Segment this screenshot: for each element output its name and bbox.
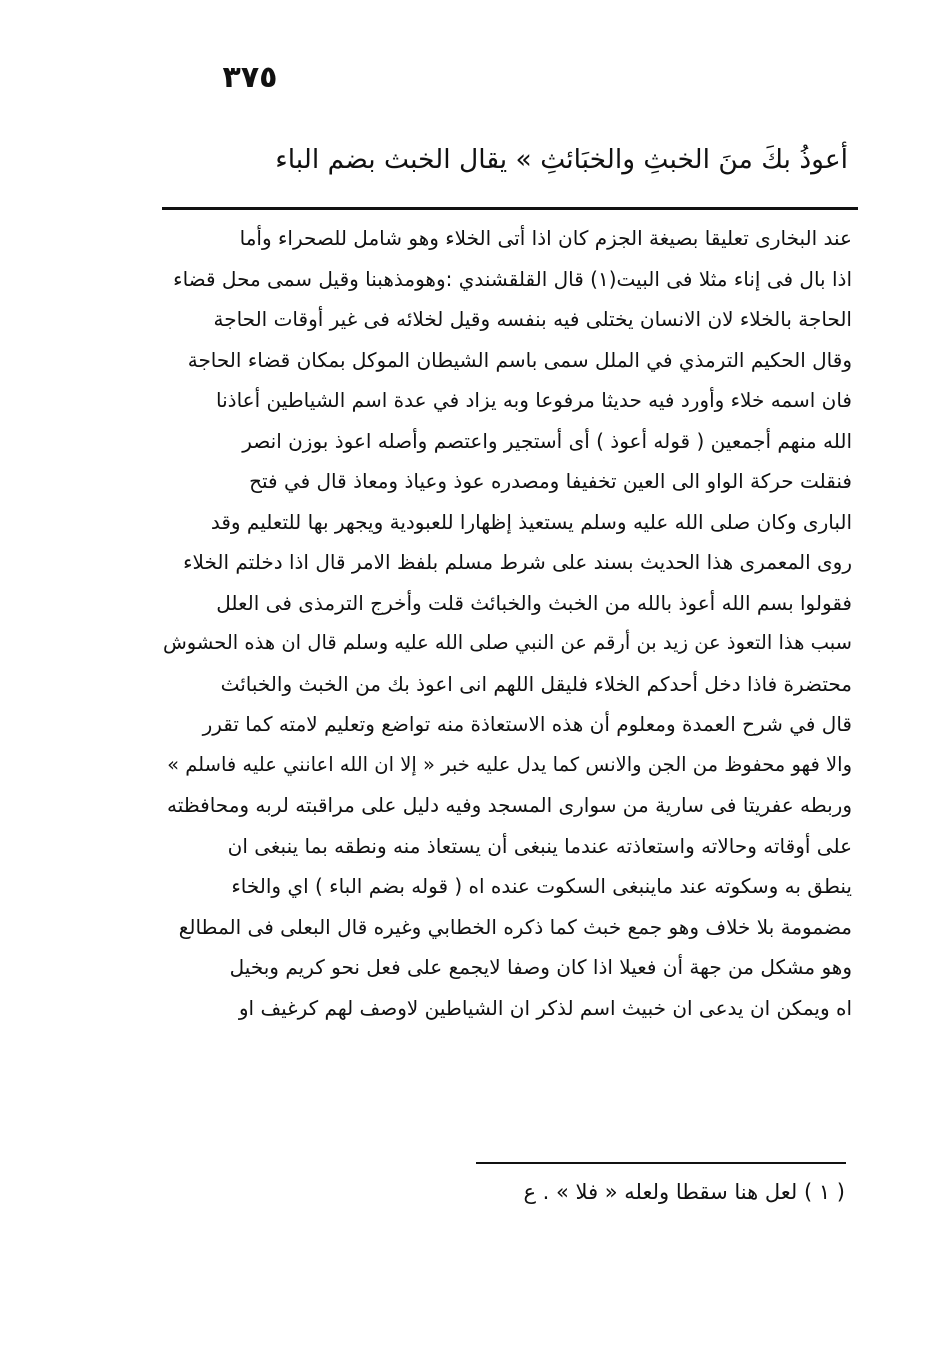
text-line: الله منهم أجمعين ( قوله أعوذ ) أى أستجير واعتصم وأصله اعوذ بوزن انصر bbox=[242, 428, 852, 453]
text-line: سبب هذا التعوذ عن زيد بن أرقم عن النبي صلى الله عليه وسلم قال ان هذه الحشوش bbox=[163, 631, 852, 654]
text-line: اه ويمكن ان يدعى ان خبيث اسم لذكر ان الشياطين لاوصف لهم كرغيف او bbox=[238, 995, 852, 1020]
text-line: وقال الحكيم الترمذي في الملل سمى باسم الشيطان الموكل بمكان قضاء الحاجة bbox=[187, 347, 852, 372]
text-line: والا فهو محفوظ من الجن والانس كما يدل عليه خبر « إلا ان الله اعانني عليه فاسلم » bbox=[167, 752, 852, 776]
text-line: روى المعمرى هذا الحديث بسند على شرط مسلم بلفظ الامر قال اذا دخلتم الخلاء bbox=[183, 550, 852, 574]
page-number: ٣٧٥ bbox=[222, 60, 278, 95]
text-line: الحاجة بالخلاء لان الانسان يختلى فيه بنفسه وقيل لخلائه فى غير أوقات الحاجة bbox=[213, 307, 852, 331]
text-line: البارى وكان صلى الله عليه وسلم يستعيذ إظهارا للعبودية ويجهر بها للتعليم وقد bbox=[210, 509, 852, 534]
footnote: ( ١ ) لعل هنا سقطا ولعله « فلا » . ع bbox=[523, 1180, 845, 1204]
text-line: وربطه عفريتا فى سارية من سوارى المسجد وفيه دليل على مراقبته لربه ومحافظته bbox=[166, 793, 852, 817]
text-line: قال في شرح العمدة ومعلوم أن هذه الاستعاذة منه تواضع وتعليم لامته كما تقرر bbox=[202, 712, 852, 736]
text-line: فان اسمه خلاء وأورد فيه حديثا مرفوعا وبه يزاد في عدة اسم الشياطين أعاذنا bbox=[216, 388, 852, 412]
text-line: مضمومة بلا خلاف وهو جمع خبث كما ذكره الخطابي وغيره قال البعلى فى المطالع bbox=[178, 914, 852, 939]
commentary-body bbox=[162, 218, 852, 1028]
text-line: عند البخارى تعليقا بصيغة الجزم كان اذا أتى الخلاء وهو شامل للصحراء وأما bbox=[239, 226, 852, 250]
matn-heading: أعوذُ بكَ منَ الخبثِ والخبَائثِ » يقال الخبث بضم الباء bbox=[275, 144, 848, 175]
text-line: فقولوا بسم الله أعوذ بالله من الخبث والخبائث قلت وأخرج الترمذى فى العلل bbox=[216, 590, 852, 615]
text-line: فنقلت حركة الواو الى العين تخفيفا ومصدره عوذ وعياذ ومعاذ قال في فتح bbox=[249, 469, 852, 493]
text-line: محتضرة فاذا دخل أحدكم الخلاء فليقل اللهم انى اعوذ بك من الخبث والخبائث bbox=[220, 671, 852, 696]
footnote-rule bbox=[476, 1162, 846, 1164]
text-line: وهو مشكل من جهة أن فعيلا اذا كان وصفا لايجمع على فعل نحو كريم وبخيل bbox=[229, 955, 852, 979]
text-line: اذا بال فى إناء مثلا فى البيت(١) قال القلقشندي :وهومذهبنا وقيل سمى محل قضاء bbox=[173, 266, 852, 291]
text-line: على أوقاته وحالاته واستعاذته عندما ينبغى أن يستعاذ منه ونطقه بما ينبغى ان bbox=[227, 833, 852, 858]
top-rule bbox=[162, 207, 858, 210]
text-line: ينطق به وسكوته عند ماينبغى السكوت عنده اه ( قوله بضم الباء ) اي والخاء bbox=[231, 874, 852, 898]
